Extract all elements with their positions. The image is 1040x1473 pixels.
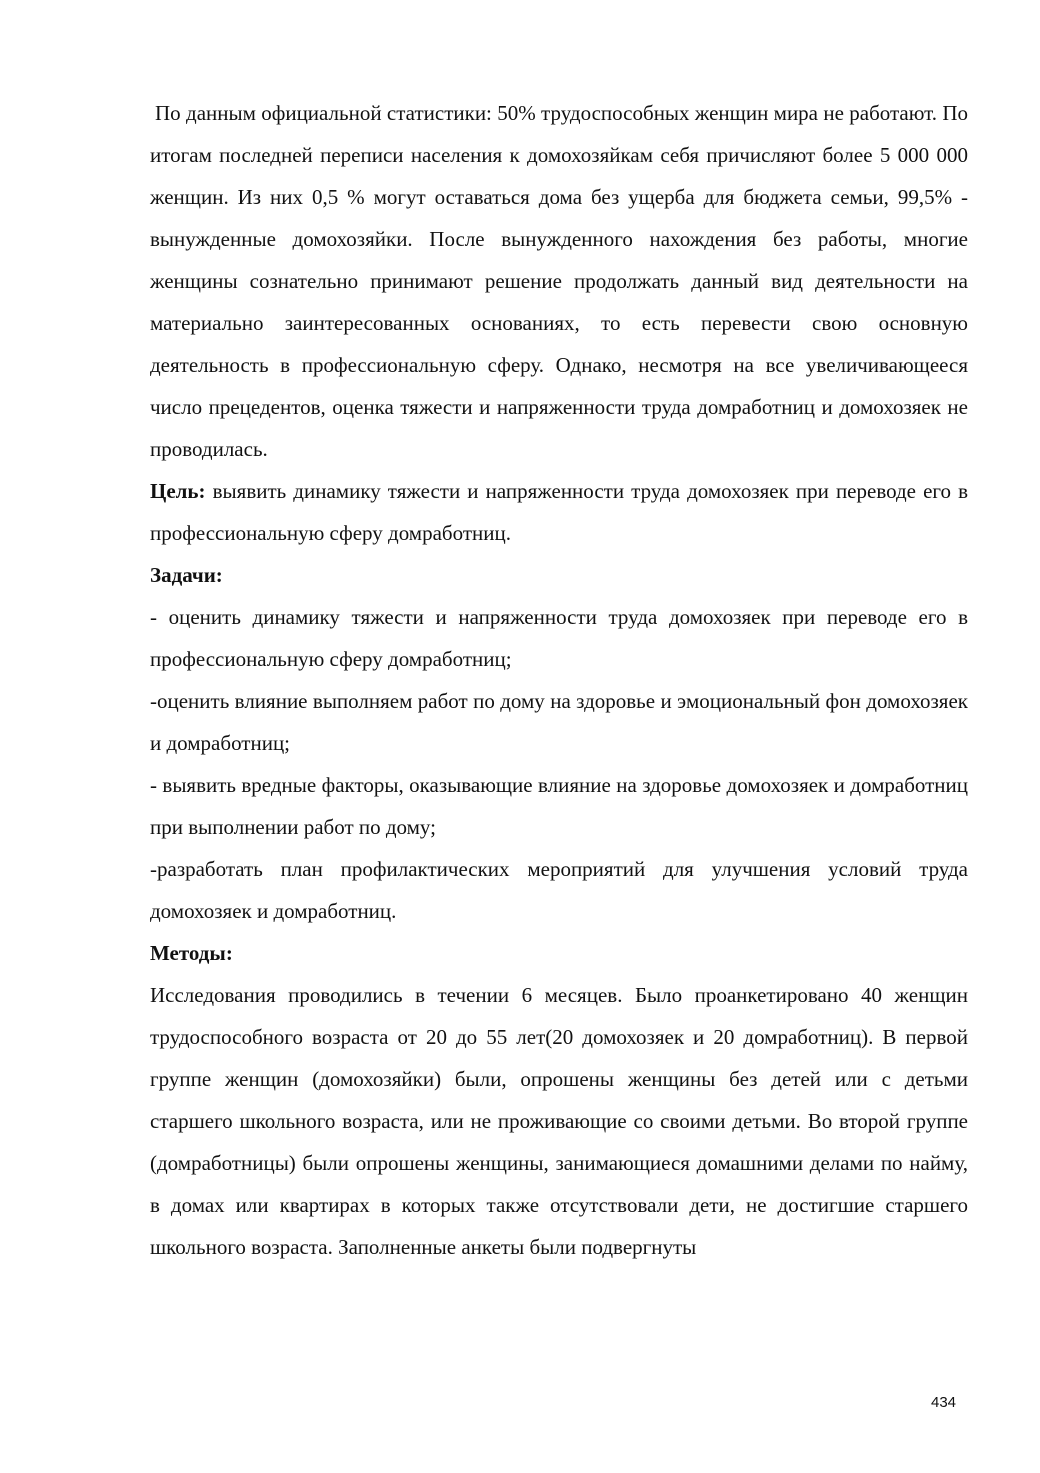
task-item: -разработать план профилактических мероприятий для улучшения условий труда домохозяек и домработниц. — [150, 857, 968, 923]
task-item: - выявить вредные факторы, оказывающие влияние на здоровье домохозяек и домработниц при выполнении работ по дому; — [150, 773, 968, 839]
task-item: - оценить динамику тяжести и напряженности труда домохозяек при переводе его в профессиональную сферу домработниц; — [150, 605, 968, 671]
methods-heading: Методы: — [150, 941, 233, 965]
document-page — [150, 92, 968, 1268]
goal-label: Цель: — [150, 479, 206, 503]
methods-paragraph: Исследования проводились в течении 6 месяцев. Было проанкетировано 40 женщин трудоспособного возраста от 20 до 55 лет(20 домохозяек и 20 домработниц). В первой группе женщин (домохозяйки) были, опрошены женщины без детей или с детьми старшего школьного возраста, или не проживающие со своими детьми. Во второй группе (домработницы) были опрошены женщины, занимающиеся домашними делами по найму, в домах или квартирах в которых также отсутствовали дети, не достигшие старшего школьного возраста. Заполненные анкеты были подвергнуты — [150, 983, 968, 1259]
task-item: -оценить влияние выполняем работ по дому на здоровье и эмоциональный фон домохозяек и домработниц; — [150, 689, 968, 755]
goal-text: выявить динамику тяжести и напряженности труда домохозяек при переводе его в профессиональную сферу домработниц. — [150, 479, 968, 545]
tasks-heading: Задачи: — [150, 563, 223, 587]
page-number: 434 — [931, 1394, 957, 1411]
intro-paragraph: По данным официальной статистики: 50% трудоспособных женщин мира не работают. По итогам последней переписи населения к домохозяйкам себя причисляют более 5 000 000 женщин. Из них 0,5 % могут оставаться дома без ущерба для бюджета семьи, 99,5% - вынужденные домохозяйки. После вынужденного нахождения без работы, многие женщины сознательно принимают решение продолжать данный вид деятельности на материально заинтересованных основаниях, то есть перевести свою основную деятельность в профессиональную сферу. Однако, несмотря на все увеличивающееся число прецедентов, оценка тяжести и напряженности труда домработниц и домохозяек не проводилась. — [150, 101, 968, 461]
goal-paragraph — [150, 470, 968, 554]
